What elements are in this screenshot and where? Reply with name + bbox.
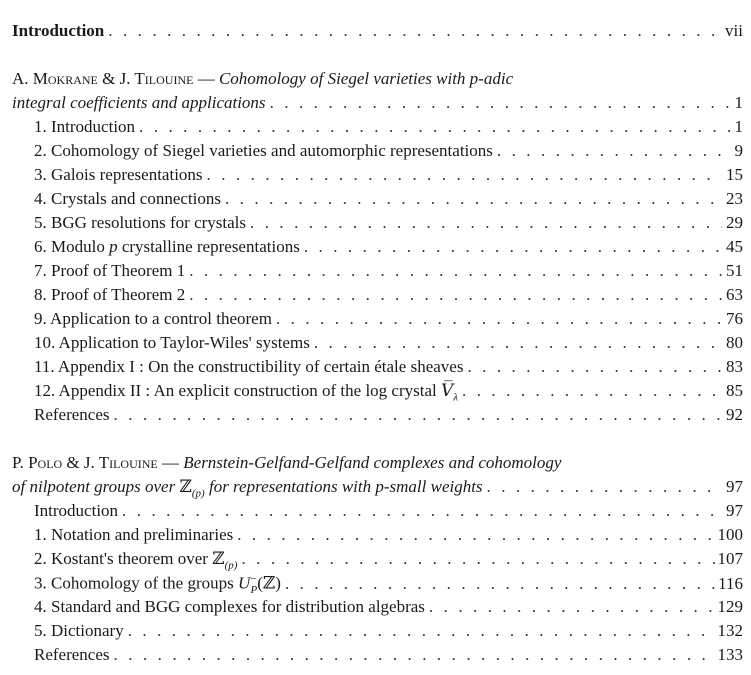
page-number: 80 <box>726 333 743 352</box>
part2-title-line2: of nilpotent groups over ℤ$_{(p)}$ for representations with p-small weights <box>12 477 483 500</box>
entry-label: 5. BGG resolutions for crystals <box>34 213 247 232</box>
entry-title: Introduction <box>12 21 105 40</box>
leader-dots <box>304 237 722 257</box>
entry-label: References <box>34 405 110 424</box>
toc-entry[interactable] <box>34 525 743 547</box>
page-number: 132 <box>717 621 743 640</box>
entry-label: 8. Proof of Theorem 2 <box>34 285 186 304</box>
part2-title-line1: Bernstein-Gelfand-Gelfand complexes and cohomology <box>183 453 562 472</box>
entry-label: 2. Kostant's theorem over ℤ$_{(p)}$ <box>34 549 238 572</box>
leader-dots <box>467 357 722 377</box>
entry-label: 10. Application to Taylor-Wiles' systems <box>34 333 310 352</box>
entry-label: 5. Dictionary <box>34 621 124 640</box>
toc-entry[interactable] <box>34 357 743 379</box>
page-number: 63 <box>726 285 743 304</box>
leader-dots <box>314 333 722 353</box>
toc-entry[interactable] <box>34 621 743 643</box>
toc-entry[interactable] <box>34 573 743 595</box>
toc-entry[interactable] <box>34 165 743 187</box>
page-number: 76 <box>726 309 743 328</box>
page-number: 116 <box>718 573 743 593</box>
part2-authors: P. Polo & J. Tilouine <box>12 453 158 472</box>
entry-label: References <box>34 645 110 664</box>
part2-dash: — <box>162 453 180 472</box>
leader-dots <box>285 574 716 594</box>
part1-header <box>12 69 743 91</box>
toc-entry[interactable] <box>34 285 743 307</box>
entry-label: 1. Introduction <box>34 117 136 136</box>
entry-label: 3. Cohomology of the groups $U^-_P(ℤ)$ <box>34 573 281 597</box>
leader-dots <box>270 93 731 113</box>
entry-label: 1. Notation and preliminaries <box>34 525 234 544</box>
page-number: 9 <box>734 141 743 160</box>
entry-label: 12. Appendix II : An explicit construction of the log crystal $V̅_\lambda$ <box>34 381 459 404</box>
toc-entry-introduction[interactable] <box>12 21 743 43</box>
page-number: 85 <box>726 381 743 400</box>
toc-entry[interactable] <box>34 309 743 331</box>
leader-dots <box>497 141 731 161</box>
entry-label: 3. Galois representations <box>34 165 203 184</box>
entry-label: 4. Crystals and connections <box>34 189 221 208</box>
toc-entry[interactable] <box>34 597 743 619</box>
leader-dots <box>108 21 721 41</box>
part1-dash: — <box>197 69 215 88</box>
entry-label: 11. Appendix I : On the constructibility of certain étale sheaves <box>34 357 464 376</box>
part1-authors: A. Mokrane & J. Tilouine <box>12 69 194 88</box>
entry-label: 7. Proof of Theorem 1 <box>34 261 186 280</box>
toc-entry[interactable] <box>34 213 743 235</box>
leader-dots <box>250 213 722 233</box>
toc-entry[interactable] <box>34 333 743 355</box>
leader-dots <box>128 621 716 641</box>
page-number: 1 <box>734 93 743 112</box>
toc-entry[interactable] <box>34 141 743 163</box>
leader-dots <box>139 117 730 137</box>
page-number: 129 <box>717 597 743 616</box>
toc-entry[interactable] <box>34 549 743 571</box>
page-number: 29 <box>726 213 743 232</box>
page-number: 83 <box>726 357 743 376</box>
toc-entry[interactable] <box>34 645 743 667</box>
page-number: 15 <box>726 165 743 184</box>
part1-title-line2: integral coefficients and applications <box>12 93 266 112</box>
part1-title-line1: Cohomology of Siegel varieties with p-adic <box>218 69 514 88</box>
leader-dots <box>276 309 722 329</box>
leader-dots <box>225 189 722 209</box>
toc-entry[interactable] <box>34 117 743 139</box>
page-number: 97 <box>726 501 743 520</box>
leader-dots <box>462 381 722 401</box>
leader-dots <box>189 261 722 281</box>
leader-dots <box>207 165 722 185</box>
page-number: 107 <box>717 549 743 568</box>
entry-label: 6. Modulo p crystalline representations <box>34 237 300 256</box>
toc-entry[interactable] <box>34 405 743 427</box>
page-number: 92 <box>726 405 743 424</box>
leader-dots <box>114 645 716 665</box>
leader-dots <box>114 405 722 425</box>
part1-title-row[interactable] <box>12 93 743 115</box>
page-number: 97 <box>726 477 743 496</box>
leader-dots <box>122 501 722 521</box>
page-number: 45 <box>726 237 743 256</box>
entry-label: 2. Cohomology of Siegel varieties and automorphic representations <box>34 141 493 160</box>
entry-label: Introduction <box>34 501 119 520</box>
entry-label: 4. Standard and BGG complexes for distribution algebras <box>34 597 425 616</box>
page-number: 1 <box>734 117 743 136</box>
page-number: 51 <box>726 261 743 280</box>
leader-dots <box>237 525 715 545</box>
page-number: 133 <box>717 645 743 664</box>
leader-dots <box>189 285 722 305</box>
leader-dots <box>241 549 715 569</box>
part2-title-row[interactable] <box>12 477 743 499</box>
part2-header <box>12 453 743 475</box>
leader-dots <box>487 477 722 497</box>
page-number: 100 <box>717 525 743 544</box>
toc-entry[interactable] <box>34 189 743 211</box>
toc-entry[interactable] <box>34 381 743 403</box>
leader-dots <box>429 597 716 617</box>
log-crystal-symbol: V̅ <box>440 381 454 401</box>
toc-entry[interactable] <box>34 501 743 523</box>
entry-label: 9. Application to a control theorem <box>34 309 272 328</box>
page-number: vii <box>725 21 743 40</box>
toc-entry[interactable] <box>34 237 743 259</box>
toc-entry[interactable] <box>34 261 743 283</box>
page-number: 23 <box>726 189 743 208</box>
